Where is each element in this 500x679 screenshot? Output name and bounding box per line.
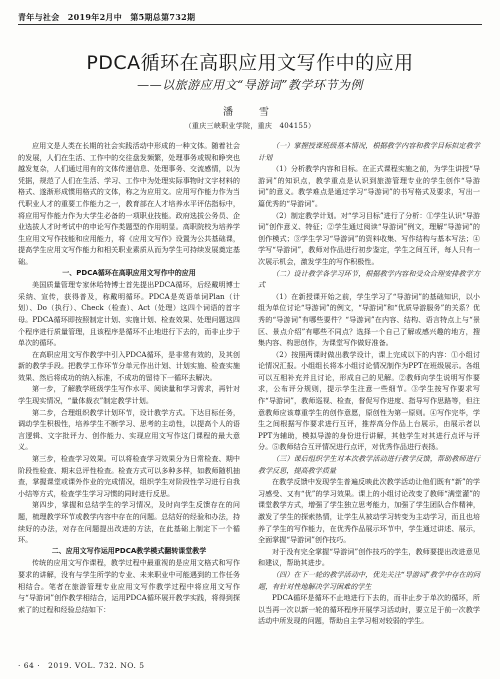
body-paragraph: 美国质量管理专家休哈特博士首先提出PDCA循环，后经戴明博士采纳、宣传，获得普及，称戴明循环。PDCA是英语单词Plan（计划）、Do（执行）、Check（检查）、Act（处理）这四个词语的首字母。PDCA循环即按照制定计划、实施计划、检查效果、处理问题这四个程序进行质量管理，且该程序是循环不止地进行下去的，而非止步于单次的循环。 (18, 280, 240, 348)
body-paragraph: 对于没有完全掌握“导游词”创作技巧的学生，教师要提出改进意见和建议，帮助其进步。 (258, 546, 480, 568)
article-subtitle: ——以旅游应用文“导游词”教学环节为例 (137, 78, 363, 92)
body-paragraph: 第三步，检查学习效果。可以将检查学习效果分为日常检查、期中阶段性检查、期末总评性检查。检查方式可以多种多样，如教师随机抽查，掌握课堂或课外作业的完成情况，组织学生对阶段性学习进行自我小结等方式，检查学生学习习惯的同时进行反思。 (18, 454, 240, 498)
author-name: 潘 雪 (223, 107, 277, 118)
header-rule (18, 24, 482, 25)
right-column (258, 140, 480, 627)
body-paragraph: 第四步，掌握和总结学生的学习情况，及时向学生反馈存在的问题，梳理教学环节或教学内容中存在的问题。总结好的经验和办法，持续好的办法，对存在问题提出改进的方法，在此基础上制定下一个循环。 (18, 500, 240, 545)
section-heading: （四）在下一轮的教学活动中，优先关注“导游词”教学中存在的问题，有针对性地解决学习困难的学生 (258, 569, 480, 591)
body-paragraph: （2）按照两课时做出教学设计，课上完成以下的内容：①小组讨论情况汇报。小组组长将本小组讨论情况制作为PPT在班级展示。各组可以互相补充并且讨论，形成自己的见解。②教师向学生说明写作要求，公布评分规则，提示学生注意一些细节。③学生按写作要求写作“导游词”，教师巡视、检查，督促写作进度、指导写作思路等，但注意教师应该尊重学生的创作意愿，原创性为第一原则。④写作完毕，学生之间根据写作要求进行互评，推荐高分作品上台展示，由展示者以PPT为辅助，模拟导游的身份进行讲解，其他学生对其进行点评与评分。⑤教师结合互评情况进行点评，对优秀作品进行表扬。 (258, 349, 480, 452)
body-paragraph: 在教学反馈中发现学生普遍反映此次教学活动让他们既有“新”的学习感受、又有“优”的学习效果。课上的小组讨论改变了教师“满堂灌”的课堂教学方式，增强了学生独立思考能力，加强了学生团队合作精神，激发了学生的探索热情，让学生从被动学习转变为主动学习，而且也培养了学生的写作能力，在优秀作品展示环节中，学生通过讲述、展示，全面掌握“导游词”创作技巧。 (258, 477, 480, 545)
left-column (18, 140, 240, 615)
body-paragraph: （1）分析教学内容和目标。在正式课程实施之前，为学生讲授“导游词”的知识点，教学重点是认识到旅游管理专业的学生创作“导游词”的意义。教学难点是通过学习“导游词”的书写格式及要求，写出一篇优秀的“导游词”。 (258, 164, 480, 208)
body-paragraph: （2）制定教学计划。对“学习目标”进行了分析：①学生认识“导游词”创作意义、特征；②学生通过阅读“导游词”例文，理解“导游词”的创作模式；③学生学习“导游词”的资料收集、写作结构与基本写法；④学写“导游词”，教师对作品进行初步鉴定，学生之间互评，每人只有一次展示机会，激发学生的写作积极性。 (258, 210, 480, 266)
section-heading: （三）课后组织学生对本次教学活动进行教学反馈，帮助教师进行教学反思，提高教学质量 (258, 454, 480, 475)
section-heading: （一）掌握授课班级基本情况，根据教学内容和教学目标拟定教学计划 (258, 141, 480, 162)
section-heading: 一、PDCA循环在高职应用文写作中的应用 (62, 268, 196, 277)
author-affiliation: （重庆三峡职业学院，重庆 404155） (184, 122, 316, 130)
body-paragraph: 第一步，了解教学班级学生写作水平、阅读量和学习需求，再针对学生现实情况，“量体裁衣”制定教学计划。 (18, 384, 240, 406)
section-heading: （二）设计教学各学习环节，根据教学内容和受众合理安排教学方式 (258, 268, 480, 290)
body-paragraph: 第二步，合理组织教学计划环节，设计教学方式。下达目标任务，调动学生积极性，培养学生不断学习、思考的主动性，以提高个人的语言逻辑、文字批评力、创作能力、实现应用文写作这门课程的最大意义。 (18, 407, 240, 452)
body-paragraph: PDCA循环是循环不止地进行下去的，而非止步于单次的循环，所以当再一次以新一轮的循环程序开展学习活动时，要立足于前一次教学活动中所发现的问题，帮助自主学习相对较弱的学生。 (258, 593, 480, 626)
body-paragraph: （1）在新授课开始之前，学生学习了“导游词”的基础知识，以小组为单位讨论“导游词”的例文，“导游词”和“优质导游服务”的关系？优秀的“导游词”有哪些要件？“导游词”在内容、结构、语言特点上与“景区、景点介绍”有哪些不同点？选择一个自己了解或感兴趣的地方，搜集内容、构思创作，为课堂写作做好准备。 (258, 291, 480, 348)
journal-header (18, 12, 482, 23)
article-title: PDCA循环在高职应用文写作中的应用 (86, 52, 414, 74)
journal-header-text: 青年与社会 2019年2月中 第5期总第732期 (18, 12, 196, 22)
body-paragraph: 传统的应用文写作课程，教学过程中最重视的是应用文格式和写作要求的讲解，没有与学生所学的专业、未来职业中可能遇到的工作任务相结合。笔者在旅游管理专业应用文写作教学过程中将应用文写作与“导游词”创作教学相结合，运用PDCA循环展开教学实践，将得到探索了的过程和经验总结如下： (18, 558, 240, 614)
page-footer: · 64 · 2019. VOL. 732. NO. 5 (18, 661, 145, 670)
body-paragraph: 应用文是人类在长期的社会实践活动中形成的一种文体。随着社会的发展，人们在生活、工作中的交往盘发频繁，处理事务或规和睁突也越发复杂，人们通过用有的文体传递信息、处理事务、交流感情，以为凭据，规范了人们在生活、学习、工作中为处理实际事物时文字材料的格式、遂渐形成惯用格式的文体，称之为应用文。应用写作能力作为当代职业人才的重要工作能力之一，教育部在人才培养水平评估指标中，将应用写作能力作为大学生必备的一项职业技能。政府选拔公务员、企业选拔人才时考试中的申论写作类题型的作用明显。高职院校为培养学生应用文写作技能和应用能力，将《应用文写作》设置为公共基础课，提高学生应用文写作能力和相关职业素质从而为学生可持续发展奠定基础。 (18, 141, 240, 266)
section-heading: 二、应用文写作运用PDCA教学模式翻转课堂教学 (51, 546, 207, 555)
body-paragraph: 在高职应用文写作教学中引入PDCA循环，是非常有效的，及其创新的教学手段。把教学工作环节分单元作出计划、计划实施、检查实施效果、然后将成功的纳入标准，不成功的留待下一循环去解决。 (18, 349, 240, 382)
